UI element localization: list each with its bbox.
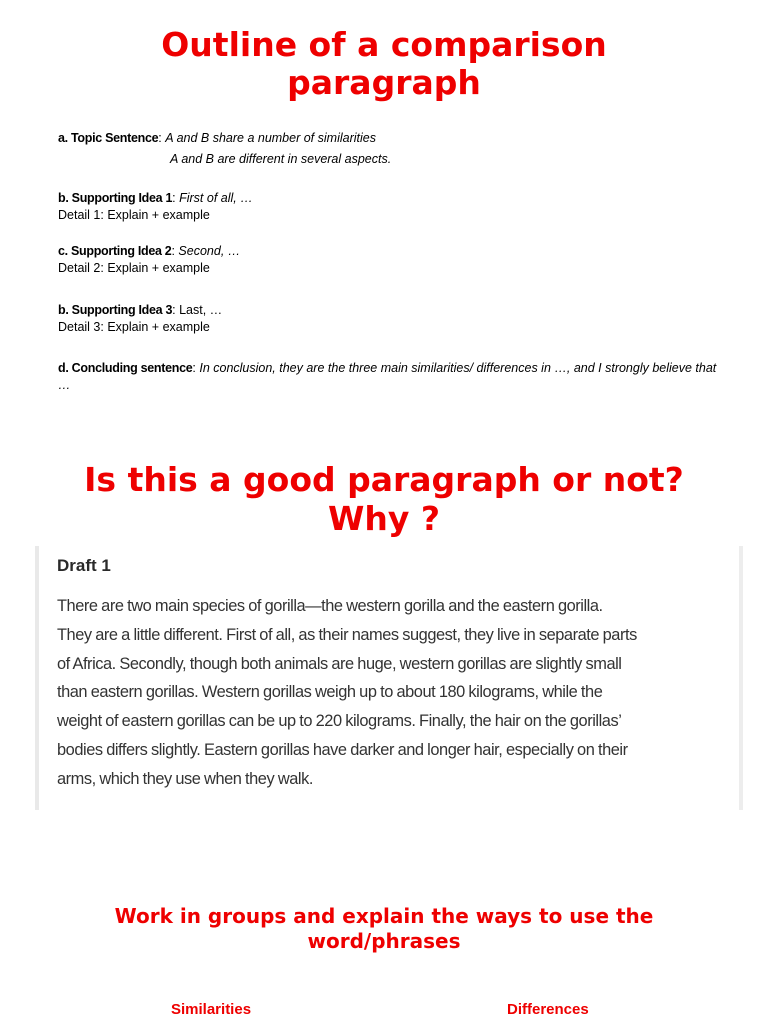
draft-line: They are a little different. First of all, as their names suggest, they live in separate parts <box>57 625 637 644</box>
question-line-2: Why ? <box>327 499 441 538</box>
supporting-idea-1-label: b. Supporting Idea 1 <box>58 191 173 205</box>
similarities-heading: Similarities <box>171 1001 252 1018</box>
group-task-heading: Work in groups and explain the ways to use the word/phrases <box>114 904 654 953</box>
draft-line: weight of eastern gorillas can be up to 220 kilograms. Finally, the hair on the gorillas’ <box>57 712 622 731</box>
detail-1-text: Detail 1: Explain + example <box>58 208 210 222</box>
draft-line: There are two main species of gorilla—the western gorilla and the eastern gorilla. <box>57 597 603 615</box>
supporting-idea-2-text: Second, … <box>178 244 241 258</box>
supporting-idea-3-text: Last, … <box>179 303 223 317</box>
draft-excerpt-image <box>35 546 743 810</box>
supporting-idea-3-label: b. Supporting Idea 3 <box>58 303 173 317</box>
supporting-idea-2-item: c. Supporting Idea 2: Second, … Detail 2: Explain + example <box>58 244 241 275</box>
draft-title: Draft 1 <box>57 556 111 575</box>
supporting-idea-1-text: First of all, … <box>179 191 253 205</box>
concluding-sentence-label: d. Concluding sentence <box>58 361 193 375</box>
question-heading <box>0 460 768 538</box>
detail-3-text: Detail 3: Explain + example <box>58 320 210 334</box>
draft-line: arms, which they use when they walk. <box>57 769 313 788</box>
concluding-sentence-text: In conclusion, they are the three main similarities/ differences in …, and I strongly believe that … <box>58 361 717 392</box>
differences-heading: Differences <box>507 1001 589 1018</box>
concluding-sentence-item: d. Concluding sentence: In conclusion, they are the three main similarities/ differences in …, and I strongly believe that … <box>58 361 717 392</box>
topic-sentence-line2: A and B are different in several aspects. <box>170 152 392 166</box>
draft-line: than eastern gorillas. Western gorillas weigh up to about 180 kilograms, while the <box>57 683 603 702</box>
supporting-idea-1-item: b. Supporting Idea 1: First of all, … Detail 1: Explain + example <box>58 191 253 222</box>
topic-sentence-item: a. Topic Sentence: A and B share a number of similarities A and B are different in several aspects. <box>58 130 718 168</box>
supporting-idea-2-label: c. Supporting Idea 2 <box>58 244 172 258</box>
question-line-1: Is this a good paragraph or not? <box>84 460 684 499</box>
draft-line: bodies differs slightly. Eastern gorillas have darker and longer hair, especially on their <box>57 740 628 759</box>
topic-sentence-line1: A and B share a number of similarities <box>165 131 376 145</box>
draft-paragraph <box>57 592 737 794</box>
supporting-idea-3-item: b. Supporting Idea 3: Last, … Detail 3: Explain + example <box>58 303 223 334</box>
detail-2-text: Detail 2: Explain + example <box>58 261 210 275</box>
draft-line: of Africa. Secondly, though both animals are huge, western gorillas are slightly small <box>57 654 622 673</box>
topic-sentence-label: a. Topic Sentence <box>58 131 159 145</box>
slide-title: Outline of a comparison paragraph <box>161 25 607 102</box>
